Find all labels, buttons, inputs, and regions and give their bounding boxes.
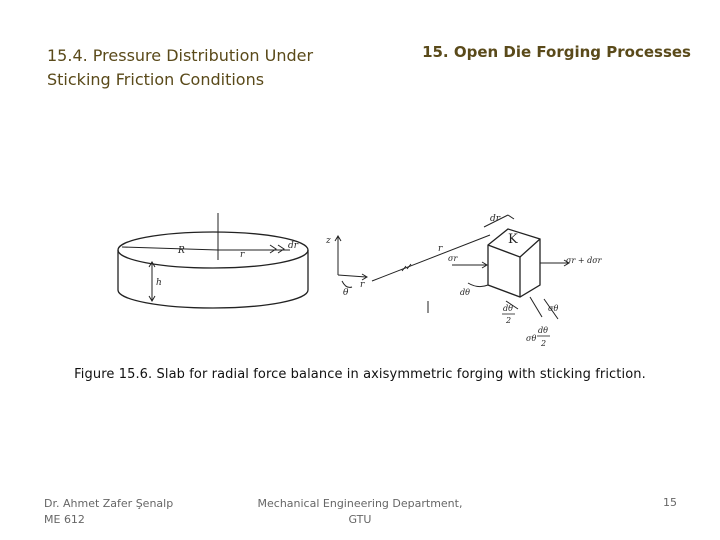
label-dr-disk: dr — [288, 241, 299, 251]
label-h: h — [156, 278, 162, 288]
label-z: z — [326, 236, 331, 246]
figure-slab-diagram — [110, 205, 610, 355]
label-r-line: r — [438, 244, 443, 254]
disk-drawing — [118, 213, 308, 308]
label-dtheta-half-den: 2 — [506, 316, 512, 325]
footer-department — [250, 496, 470, 528]
label-dtheta: dθ — [460, 288, 470, 297]
label-R: R — [178, 246, 185, 256]
label-dtheta-half2-den: 2 — [541, 339, 547, 348]
section-title: 15. Open Die Forging Processes — [422, 43, 691, 61]
label-sigma-r: σr — [448, 254, 458, 263]
label-dtheta-half-num: dθ — [503, 304, 513, 313]
label-sigma-theta-2: σθ — [526, 334, 537, 343]
page-number: 15 — [663, 496, 677, 509]
footer-university: GTU — [348, 513, 372, 526]
label-r-axis: r — [360, 280, 365, 290]
label-sigma-r-dsigma: σr + dσr — [566, 256, 602, 265]
figure-caption: Figure 15.6. Slab for radial force balance in axisymmetric forging with sticking friction. — [74, 367, 646, 382]
footer-department-name: Mechanical Engineering Department, — [257, 497, 463, 510]
footer-author — [44, 496, 173, 528]
label-K: K — [508, 232, 518, 247]
radial-line — [372, 235, 490, 313]
footer-course: ME 612 — [44, 513, 85, 526]
footer-author-name: Dr. Ahmet Zafer Şenalp — [44, 497, 174, 510]
label-dr-top: dr — [490, 214, 501, 224]
label-r-disk: r — [240, 250, 245, 260]
slide-title: 15.4. Pressure Distribution Under Sticking Friction Conditions — [47, 46, 314, 89]
label-dtheta-half2-num: dθ — [538, 326, 548, 335]
label-theta: θ — [343, 288, 349, 298]
label-sigma-theta-1: σθ — [548, 304, 559, 313]
